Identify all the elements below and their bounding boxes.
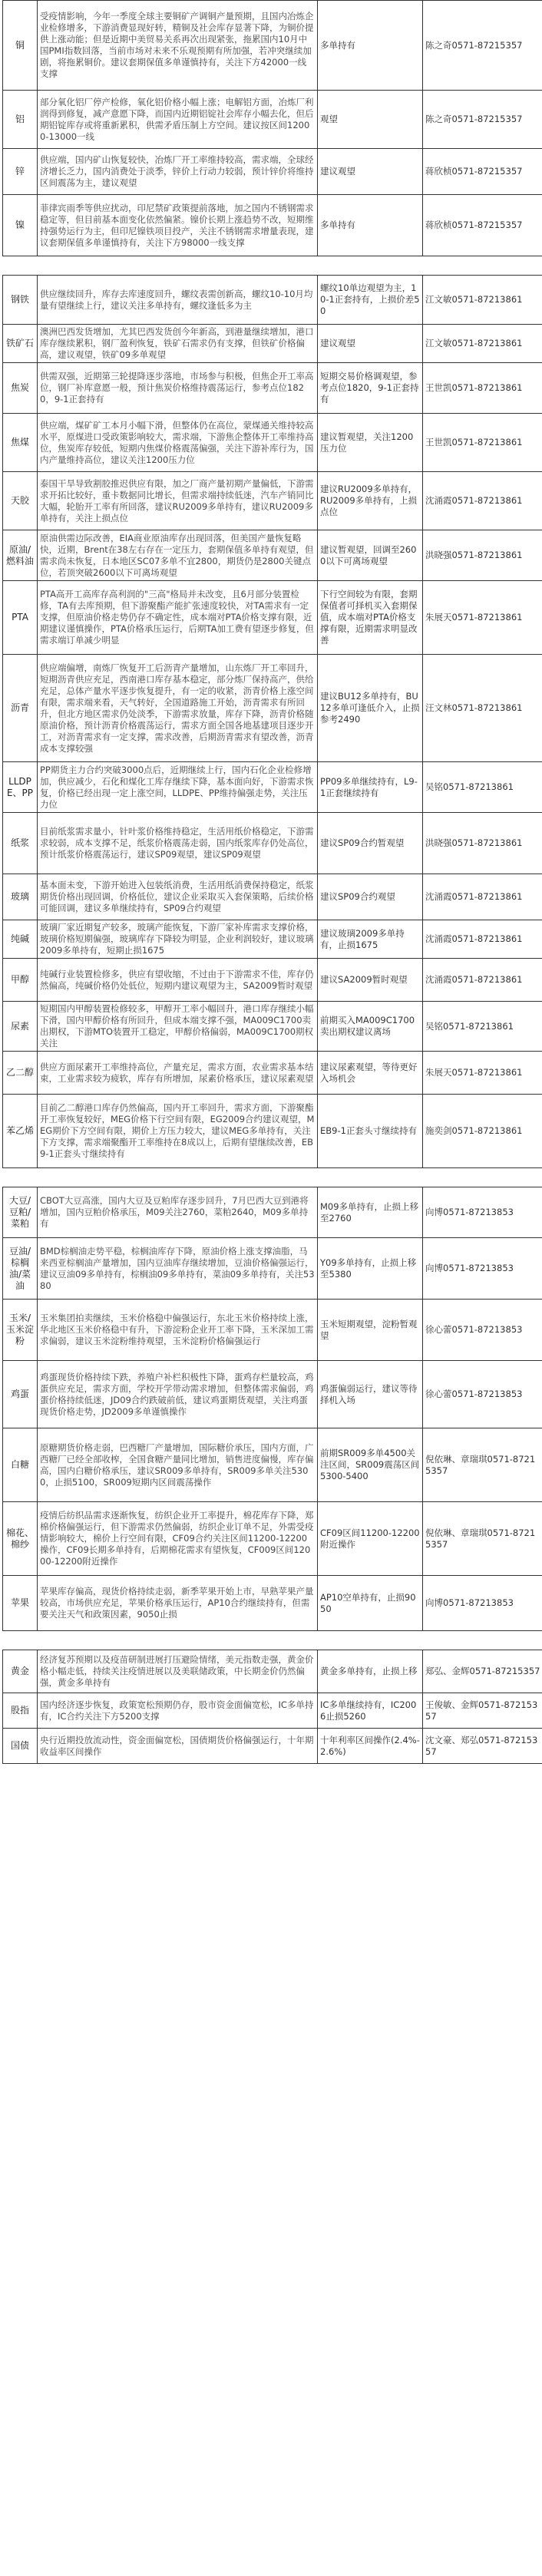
strategy-suggestion: 多单持有: [318, 1, 423, 91]
analyst-contact: 江文敏0571-87213861: [423, 325, 542, 363]
commodity-strategy-table: [2, 0, 542, 1764]
strategy-suggestion: 建议SP09合约暂观望: [318, 813, 423, 874]
table-row: [3, 1238, 542, 1300]
market-analysis: 玉米集团拍卖继续，玉米价格稳中偏强运行，东北玉米价格持续上涨，华北地区玉米价格稳中有升，下游淀粉企业开工率下降，玉米深加工需求偏弱，建议玉米淀粉维持观望，玉米淀粉价格偏强运行: [38, 1300, 318, 1361]
analyst-contact: 沈涌霞0571-87213861: [423, 874, 542, 920]
commodity-name: 苯乙烯: [3, 1095, 38, 1168]
strategy-suggestion: 前期SR009多单4500关注区间，SR009震荡区间5300-5400: [318, 1428, 423, 1502]
analyst-contact: 徐心蕾0571-87213853: [423, 1300, 542, 1361]
market-analysis: 鸡蛋现货价格持续下跌，养殖户补栏积极性下降，蛋鸡存栏量较高，鸡蛋供应充足，需求方面，学校开学带动需求增加，但整体需求偏弱，鸡蛋价格持续低迷，JD09合约跌破前低，建议鸡蛋期货观望，关注鸡蛋现货价格走势，JD2009多单谨慎操作: [38, 1361, 318, 1428]
commodity-name: 尿素: [3, 1002, 38, 1052]
section-gap: [3, 1168, 542, 1187]
market-analysis: 短期国内甲醇装置检修较多，甲醇开工率小幅回升，港口库存继续小幅下滑，国内甲醇价格有所回升，但成本端支撑不强，MA009C1700卖出期权，下游MTO装置开工稳定，甲醇价格偏弱，MA009C1700期权关注: [38, 1002, 318, 1052]
analyst-contact: 朱展天0571-87213861: [423, 581, 542, 655]
table-row: [3, 414, 542, 472]
market-analysis: 供应端，煤矿矿工本月小幅下滑，但整体仍在高位，蒙煤通关维持较高水平，原煤进口受政策影响较大，需求端，下游焦企整体开工率维持高位，焦炭库存较低，短期内焦煤价格震荡偏强，关注下游补库行为，国内产量维持高位，建议关注1200压力位: [38, 414, 318, 472]
analyst-contact: 倪依琳、章瑞琪0571-87215357: [423, 1428, 542, 1502]
market-analysis: 纯碱行业装置检修多，供应有望收缩，不过由于下游需求不佳，库存仍然偏高，纯碱价格仍处低位，短期内建议观望为主，SA2009暂时观望: [38, 959, 318, 1002]
market-analysis: 原糖期货价格走弱，巴西糖厂产量增加，国际糖价承压，国内方面，广西糖厂已经全部收榨，全国食糖产量同比增加，销售进度偏慢，库存偏高，国内白糖价格承压，建议SR009多单持有，SR009多单关注5300，止损5100，SR009短期内区间震荡操作: [38, 1428, 318, 1502]
strategy-suggestion: 观望: [318, 91, 423, 149]
analyst-contact: 朱展天0571-87213861: [423, 1052, 542, 1095]
commodity-name: 棉花、棉纱: [3, 1502, 38, 1576]
strategy-suggestion: 黄金多单持有，止损上移: [318, 1650, 423, 1693]
market-analysis: 供应端偏增，南炼厂恢复开工后沥青产量增加，山东炼厂开工率回升，短期沥青供应充足，西南港口库存基本稳定，部分炼厂保持高产，供给充足，总体产量水平逐步恢复提升，有一定的收紧，沥青价格上涨空间有限，需求端来看，天气转好，全国道路施工开始，沥青需求有所回升，但北方地区需求仍处淡季，下游需求放量，库存下降，沥青价格随原油价格，预计沥青价格震荡运行，需求方面全国各地基建项目逐步开工，对沥青需求有一定支撑，需求改善，后期沥青需求有望改善，沥青成本支撑较强: [38, 655, 318, 762]
market-analysis: 供应方面尿素开工率维持高位，产量充足，需求方面，农业需求基本结束，工业需求较为疲软，库存有所增加，尿素价格承压，建议尿素观望: [38, 1052, 318, 1095]
market-analysis: 泰国干旱导致割胶推迟供应有限，加之厂商产量初期产量偏低，下游需求开拓比较好，重卡数据同比增长，但需求端持续低迷，汽车产销同比大幅，轮胎开工率有所回落，建议RU2009多单持有，建议RU2009多单持有，关注上损点位: [38, 472, 318, 530]
commodity-name: 铝: [3, 91, 38, 149]
strategy-suggestion: M09多单持有，止损上移至2760: [318, 1187, 423, 1238]
strategy-suggestion: 玉米短期观望，淀粉暂观望: [318, 1300, 423, 1361]
commodity-name: 玉米/玉米淀粉: [3, 1300, 38, 1361]
table-row: [3, 1502, 542, 1576]
strategy-suggestion: 建议暂观望，回调至2600以下可离场观望: [318, 530, 423, 581]
market-analysis: 原油供需边际改善，EIA商业原油库存出现回落，但美国产量恢复略快，近期，Brent在38左右存在一定压力，套期保值多单持有观望，但需求尚未恢复，日本地区SC07多单不宜2800，期货仍是2800关键点位，若顶突破2600以下可离场观望: [38, 530, 318, 581]
table-row: [3, 813, 542, 874]
commodity-name: 苹果: [3, 1576, 38, 1631]
strategy-suggestion: 下行空间较为有限，套期保值者可择机买入套期保值，成本端对PTA价格支撑有限，近期需求明显改善: [318, 581, 423, 655]
market-analysis: 基本面未变，下游开始进入包装纸消费，生活用纸消费保持稳定，纸浆期货价格出现回调，价格低位，建议企业采取买入套保策略，后续价格可能回调，建议多单继续持有，SP09合约观望: [38, 874, 318, 920]
commodity-name: 沥青: [3, 655, 38, 762]
market-analysis: 目前乙二醇港口库存仍然偏高，国内开工率回升，需求方面，下游聚酯开工率恢复较好，MEG价格下行空间有限，EG2009合约建议观望，MEG期价下方空间有限，期价上方压力较大，建议MEG多单持有，关注下方支撑，需求端聚酯开工率维持在8成以上，后期有望继续改善，EB9-1正套头寸继续持有: [38, 1095, 318, 1168]
analyst-contact: 向博0571-87213853: [423, 1576, 542, 1631]
commodity-name: 甲醇: [3, 959, 38, 1002]
commodity-name: 纸浆: [3, 813, 38, 874]
strategy-suggestion: CF09区间11200-12200附近操作: [318, 1502, 423, 1576]
strategy-suggestion: 建议暂观望，关注1200压力位: [318, 414, 423, 472]
commodity-name: 豆油/棕榈油/菜油: [3, 1238, 38, 1300]
table-row: [3, 363, 542, 414]
table-row: [3, 762, 542, 813]
commodity-name: 焦煤: [3, 414, 38, 472]
commodity-name: 锌: [3, 149, 38, 195]
commodity-name: 铁矿石: [3, 325, 38, 363]
strategy-suggestion: 建议玻璃2009多单持有，止损1675: [318, 920, 423, 959]
strategy-suggestion: 建议尿素观望，等待更好入场机会: [318, 1052, 423, 1095]
analyst-contact: 陈之奇0571-87215357: [423, 1, 542, 91]
table-row: [3, 1428, 542, 1502]
table-row: [3, 1300, 542, 1361]
market-analysis: BMD棕榈油走势平稳，棕榈油库存下降，原油价格上涨支撑油脂，马来西亚棕榈油产量增加，国内豆油库存继续增加，豆油价格偏强运行，建议豆油09多单持有，棕榈油09多单持有，菜油09多单持有，关注5380: [38, 1238, 318, 1300]
table-row: [3, 1650, 542, 1693]
analyst-contact: 洪晓强0571-87213861: [423, 530, 542, 581]
strategy-suggestion: 建议观望: [318, 325, 423, 363]
table-row: [3, 149, 542, 195]
table-row: [3, 325, 542, 363]
analyst-contact: 蒋欣桢0571-87215357: [423, 195, 542, 256]
market-analysis: 供需双强，近期第三轮提降逐步落地，市场参与积极，但焦企开工率高位，钢厂补库意愿一般，预计焦炭价格维持震荡运行，参考点位1820，9-1正套持有: [38, 363, 318, 414]
strategy-suggestion: 多单持有: [318, 195, 423, 256]
market-analysis: 菲律宾雨季等供应扰动，印尼禁矿政策提前落地，加之国内不锈钢需求稳定等，但目前基本面变化依然偏紧。镍价长期上涨趋势不改，短期维持强势运行为主，但印尼镍铁项目投产，关注不锈钢需求增量表现，建议套期保值多单谨慎持有，关注下方98000一线支撑: [38, 195, 318, 256]
table-row: [3, 655, 542, 762]
commodity-name: 大豆/豆粕/菜粕: [3, 1187, 38, 1238]
strategy-suggestion: 建议SA2009暂时观望: [318, 959, 423, 1002]
analyst-contact: 沈涌霞0571-87213861: [423, 472, 542, 530]
strategy-suggestion: 螺纹10单边观望为主，10-1正套持有，上损价差50: [318, 276, 423, 325]
strategy-suggestion: PP09多单继续持有，L9-1正套继续持有: [318, 762, 423, 813]
market-analysis: 部分氧化铝厂停产检修，氧化铝价格小幅上涨；电解铝方面，冶炼厂利润得到修复，减产意愿下降，而国内近期铝锭社会库存小幅去化，但后期铝锭库存或将重新累积，供需矛盾压制上方空间。建议按区间12000-13000一线: [38, 91, 318, 149]
table-row: [3, 91, 542, 149]
commodity-name: 股指: [3, 1693, 38, 1729]
commodity-name: 原油/燃料油: [3, 530, 38, 581]
table-row: [3, 581, 542, 655]
table-row: [3, 920, 542, 959]
analyst-contact: 徐心蕾0571-87213853: [423, 1361, 542, 1428]
market-analysis: 央行近期投放流动性，资金面偏宽松，国债期货价格偏强运行，十年期收益率区间操作: [38, 1729, 318, 1764]
commodity-name: 黄金: [3, 1650, 38, 1693]
analyst-contact: 蒋欣桢0571-87215357: [423, 149, 542, 195]
table-row: [3, 472, 542, 530]
table-row: [3, 1693, 542, 1729]
market-analysis: 目前纸浆需求量小，针叶浆价格维持稳定，生活用纸价格稳定，下游需求较弱，成本支撑不足，纸浆价格震荡走弱，国内纸浆库存仍处高位，预计纸浆价格震荡运行，建议SP09观望，建议SP09观望: [38, 813, 318, 874]
commodity-name: 鸡蛋: [3, 1361, 38, 1428]
analyst-contact: 汪文林0571-87213861: [423, 655, 542, 762]
table-row: [3, 530, 542, 581]
table-row: [3, 1729, 542, 1764]
table-row: [3, 1095, 542, 1168]
gap-cell: [3, 1631, 542, 1650]
table-row: [3, 276, 542, 325]
market-analysis: CBOT大豆高涨，国内大豆及豆粕库存逐步回升，7月巴西大豆到港将增加，国内豆粕价格承压，M09关注2760，菜粕2640，M09多单持有: [38, 1187, 318, 1238]
market-analysis: 苹果库存偏高，现货价格持续走弱，新季苹果开始上市，早熟苹果产量较高，市场供应充足，苹果价格承压运行，AP10合约继续持有，但需要关注天气和政策因素，9050止损: [38, 1576, 318, 1631]
strategy-suggestion: 建议观望: [318, 149, 423, 195]
commodity-name: 焦炭: [3, 363, 38, 414]
market-analysis: PP期货主力合约突破3000点后，近期继续上行，国内石化企业检修增加，供应减少，石化和煤化工库存继续下降，基本面向好，下游需求恢复，价格已经出现一定上涨空间，LLDPE、PP维持偏强走势，关注压力位: [38, 762, 318, 813]
section-gap: [3, 1631, 542, 1650]
table-row: [3, 195, 542, 256]
strategy-suggestion: Y09多单持有，止损上移至5380: [318, 1238, 423, 1300]
analyst-contact: 郑弘、金辉0571-87215357: [423, 1650, 542, 1693]
analyst-contact: 王世凯0571-87213861: [423, 363, 542, 414]
commodity-name: 天胶: [3, 472, 38, 530]
commodity-name: LLDPE、PP: [3, 762, 38, 813]
table-row: [3, 1002, 542, 1052]
strategy-suggestion: 前期买入MA009C1700卖出期权建议离场: [318, 1002, 423, 1052]
strategy-suggestion: 短期交易价格调观望，参考点位1820，9-1正套持有: [318, 363, 423, 414]
commodity-name: 纯碱: [3, 920, 38, 959]
analyst-contact: 吴铭0571-87213861: [423, 1002, 542, 1052]
commodity-name: 镍: [3, 195, 38, 256]
strategy-suggestion: 建议BU12多单持有，BU12多单可逢低介入，止损参考2490: [318, 655, 423, 762]
gap-cell: [3, 256, 542, 276]
analyst-contact: 江文敏0571-87213861: [423, 276, 542, 325]
analyst-contact: 施奕剑0571-87213861: [423, 1095, 542, 1168]
analyst-contact: 向博0571-87213853: [423, 1238, 542, 1300]
table-row: [3, 1361, 542, 1428]
commodity-name: 玻璃: [3, 874, 38, 920]
gap-cell: [3, 1168, 542, 1187]
table-row: [3, 959, 542, 1002]
table-row: [3, 1187, 542, 1238]
market-analysis: PTA高开工高库存高利润的"三高"格局并未改变，且6月部分装置检修，TA有去库预期，但下游聚酯产能扩张速度较快，对TA需求有一定支撑，但原油价格走势仍存不确定性，成本端对PTA价格支撑有限，近期建议谨慎操作，PTA价格承压运行，后期TA加工费有望逐步修复，但需求端订单减少明显: [38, 581, 318, 655]
analyst-contact: 向博0571-87213853: [423, 1187, 542, 1238]
market-analysis: 经济复苏预期以及疫苗研制进展打压避险情绪，美元指数走强，黄金价格小幅走低，持续关注疫情进展以及美联储政策，中长期金价仍然偏强，黄金多单持有: [38, 1650, 318, 1693]
market-analysis: 供应端，国内矿山恢复较快，冶炼厂开工率维持较高，需求端，全球经济增长乏力，国内消费处于淡季，锌价上行动力较弱，预计锌价将维持区间震荡为主，建议观望: [38, 149, 318, 195]
analyst-contact: 洪晓强0571-87213861: [423, 813, 542, 874]
strategy-suggestion: 建议SP09合约观望: [318, 874, 423, 920]
commodity-name: 白糖: [3, 1428, 38, 1502]
commodity-name: 钢铁: [3, 276, 38, 325]
market-analysis: 澳洲巴西发货增加，尤其巴西发货创今年新高，到港量继续增加，港口库存继续累积，钢厂盈利恢复，铁矿石需求仍有支撑，但铁矿价格偏高，建议观望，铁矿09多单观望: [38, 325, 318, 363]
analyst-contact: 沈涌霞0571-87213861: [423, 920, 542, 959]
strategy-suggestion: 建议RU2009多单持有，RU2009多单持有，上损点位: [318, 472, 423, 530]
analyst-contact: 吴铭0571-87213861: [423, 762, 542, 813]
table-row: [3, 1052, 542, 1095]
analyst-contact: 沈文豪、郑弘0571-87215357: [423, 1729, 542, 1764]
analyst-contact: 陈之奇0571-87215357: [423, 91, 542, 149]
section-gap: [3, 256, 542, 276]
market-analysis: 玻璃厂家近期复产较多，玻璃产能恢复，下游厂家补库需求支撑价格，玻璃价格短期偏强，玻璃库存下降较为明显，企业利润较好，建议玻璃2009多单持有，短期止损1675: [38, 920, 318, 959]
market-analysis: 供应继续回升，库存去库速度回升，螺纹表需创新高，螺纹10-10月均量有望继续上行，建议关注多单持有，螺纹逢低多为主: [38, 276, 318, 325]
table-row: [3, 874, 542, 920]
commodity-name: 铜: [3, 1, 38, 91]
table-row: [3, 1, 542, 91]
commodity-name: PTA: [3, 581, 38, 655]
strategy-suggestion: 鸡蛋偏弱运行，建议等待择机入场: [318, 1361, 423, 1428]
table-row: [3, 1576, 542, 1631]
strategy-suggestion: IC多单继续持有，IC2006止损5260: [318, 1693, 423, 1729]
analyst-contact: 倪依琳、章瑞琪0571-87215357: [423, 1502, 542, 1576]
commodity-name: 乙二醇: [3, 1052, 38, 1095]
analyst-contact: 王世凯0571-87213861: [423, 414, 542, 472]
analyst-contact: 沈涌霞0571-87213861: [423, 959, 542, 1002]
analyst-contact: 王俊敏、金辉0571-87215357: [423, 1693, 542, 1729]
strategy-suggestion: 十年利率区间操作(2.4%-2.6%): [318, 1729, 423, 1764]
commodity-name: 国债: [3, 1729, 38, 1764]
strategy-suggestion: AP10空单持有，止损9050: [318, 1576, 423, 1631]
market-analysis: 受疫情影响，今年一季度全球主要铜矿产调铜产量预期，且国内冶炼企业检修增多，下游消费显现好转，精铜及社会库存显著下降，为铜价提供上涨动能；但是近期中美贸易关系再次出现紧张，拖累国内10月中国PMI指数回落，当前市场对未来不乐观预期有所加强，若冲突继续加剧，将拖累铜价。建议套期保值多单谨慎持有，关注下方42000一线支撑: [38, 1, 318, 91]
market-analysis: 疫情后纺织品需求逐渐恢复，纺织企业开工率提升，棉花库存下降，郑棉价格偏强运行，但下游需求仍然偏弱，纺织企业订单不足，外需受疫情影响较大，棉价上行空间有限，CF09合约关注区间11200-12200操作，CF09长期多单持有，后期棉花需求有望恢复，CF009区间12000-12200附近操作: [38, 1502, 318, 1576]
market-analysis: 国内经济逐步恢复，政策宽松预期仍存，股市资金面偏宽松，IC多单持有，IC合约关注下方5200支撑: [38, 1693, 318, 1729]
strategy-suggestion: EB9-1正套头寸继续持有: [318, 1095, 423, 1168]
